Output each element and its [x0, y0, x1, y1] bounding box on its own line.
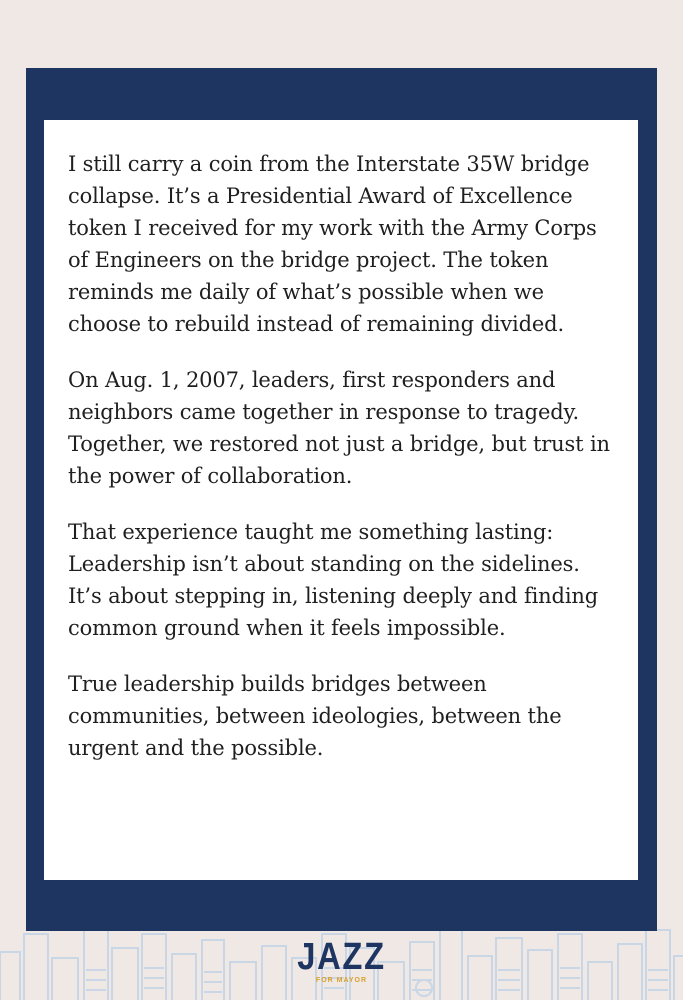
paragraph-1: I still carry a coin from the Interstate 35W bridge collapse. It’s a Presidential Award of Excellence token I received for my work with the Army Corps of Engineers on the bridge project. The token reminds me daily of what’s possible when we choose to rebuild instead of remaining divided. — [68, 152, 597, 336]
story-text — [68, 148, 616, 764]
paragraph-2: On Aug. 1, 2007, leaders, first responders and neighbors came together in response to tragedy. Together, we restored not just a bridge, but trust in the power of collaboration. — [68, 368, 610, 488]
logo-tagline: FOR MAYOR — [315, 977, 368, 984]
message-card — [44, 120, 638, 880]
paragraph-3: That experience taught me something lasting: Leadership isn’t about standing on the sidelines. It’s about stepping in, listening deeply and finding common ground when it feels impossible. — [68, 520, 599, 640]
paragraph-4: True leadership builds bridges between communities, between ideologies, between the urgent and the possible. — [68, 672, 562, 760]
campaign-logo — [0, 938, 683, 985]
logo-wordmark: JAZZ — [297, 936, 386, 978]
